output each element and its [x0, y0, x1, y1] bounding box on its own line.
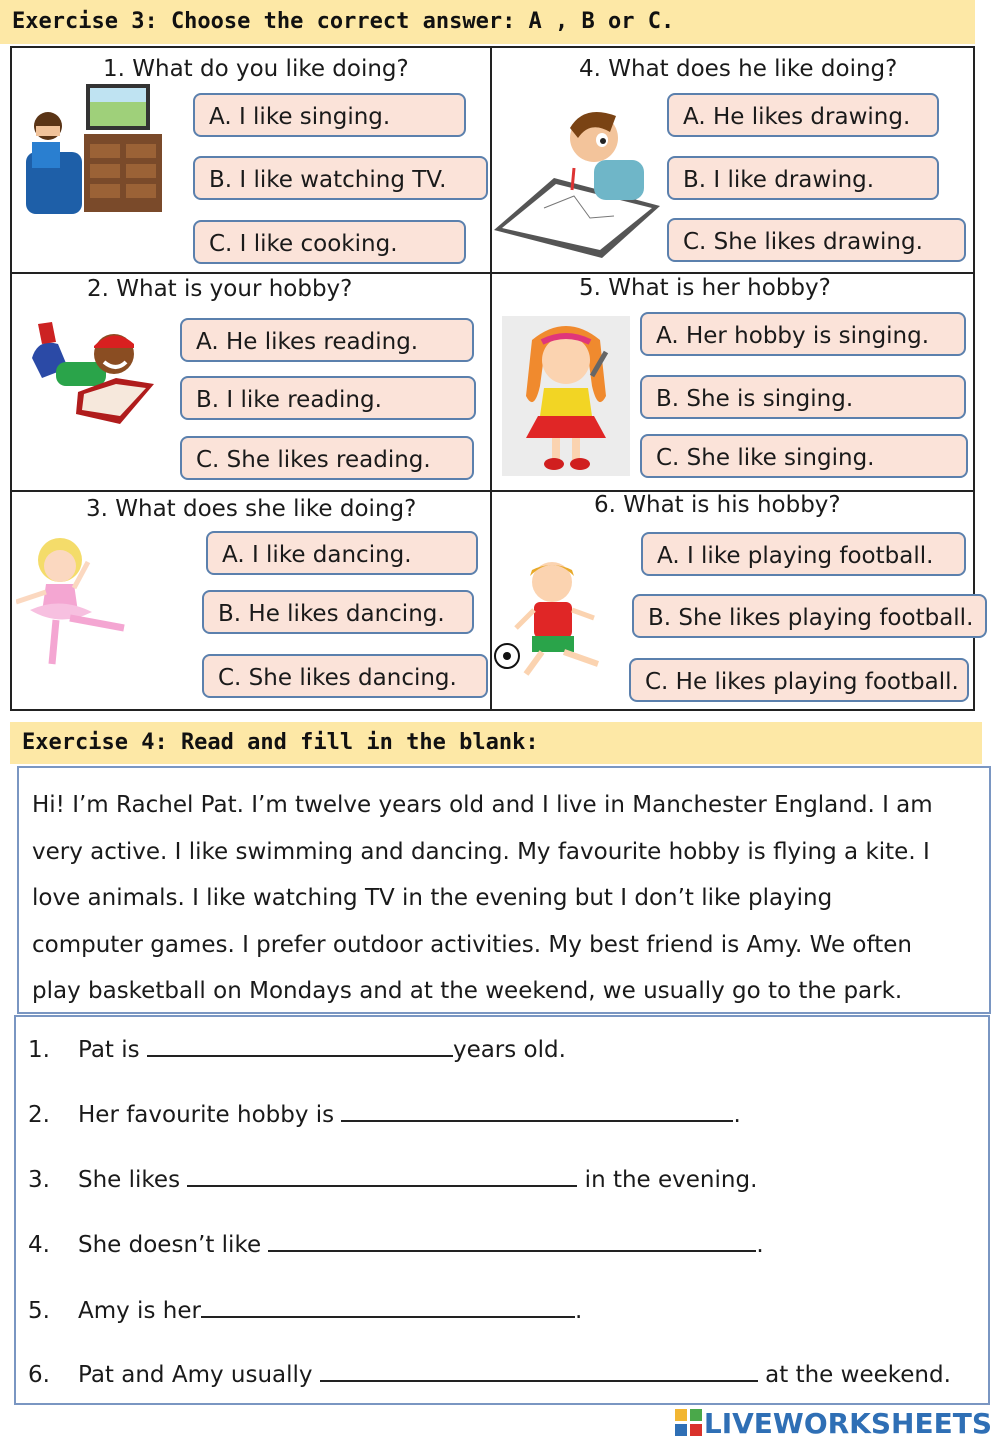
fill-item-text-after: .	[756, 1232, 764, 1258]
question-3-option-a[interactable]: A. I like dancing.	[206, 531, 478, 575]
question-6-prompt: 6. What is his hobby?	[594, 492, 841, 518]
boy-reading-book-picture	[28, 318, 158, 432]
question-1-option-b[interactable]: B. I like watching TV.	[193, 156, 488, 200]
question-2-option-c[interactable]: C. She likes reading.	[180, 436, 474, 480]
fill-item-number: 2.	[28, 1102, 50, 1128]
question-3-option-c[interactable]: C. She likes dancing.	[202, 654, 488, 698]
fill-item-text-after: years old.	[452, 1037, 566, 1063]
fill-item-text-before: She likes	[78, 1167, 188, 1193]
reading-passage	[17, 766, 991, 1014]
fill-item-number: 3.	[28, 1167, 50, 1193]
fill-item-text-after: .	[574, 1298, 583, 1324]
question-5-prompt: 5. What is her hobby?	[579, 275, 831, 301]
question-4-option-c[interactable]: C. She likes drawing.	[667, 218, 966, 262]
question-5-option-a[interactable]: A. Her hobby is singing.	[640, 312, 966, 356]
passage-line: computer games. I prefer outdoor activities. My best friend is Amy. We often	[32, 931, 912, 958]
fill-item-text-before: She doesn’t like	[78, 1232, 269, 1258]
passage-line: Hi! I’m Rachel Pat. I’m twelve years old and I live in Manchester England. I am	[32, 792, 933, 818]
exercise3-title: Exercise 3: Choose the correct answer: A , B or C.	[0, 0, 975, 44]
passage-line: very active. I like swimming and dancing. My favourite hobby is flying a kite. I	[32, 838, 930, 865]
fill-item-text-after: .	[733, 1102, 741, 1128]
question-6-option-c[interactable]: C. He likes playing football.	[629, 658, 969, 702]
question-2-option-b[interactable]: B. I like reading.	[180, 376, 476, 420]
logo-text: LIVEWORKSHEETS	[703, 1406, 992, 1440]
fill-item-number: 1.	[28, 1037, 50, 1063]
fill-item-number: 5.	[28, 1298, 50, 1324]
answer-blank-1[interactable]	[147, 1031, 453, 1057]
fill-item-5	[28, 1292, 582, 1326]
question-6-option-a[interactable]: A. I like playing football.	[641, 532, 966, 576]
fill-item-text-before: Her favourite hobby is	[78, 1102, 342, 1128]
girl-singing-microphone-picture	[502, 316, 630, 480]
fill-item-number: 6.	[28, 1362, 50, 1388]
question-4-prompt: 4. What does he like doing?	[579, 56, 898, 82]
question-5-option-b[interactable]: B. She is singing.	[640, 375, 966, 419]
person-drawing-picture	[494, 98, 664, 272]
question-3-option-b[interactable]: B. He likes dancing.	[202, 590, 474, 634]
passage-line: love animals. I like watching TV in the evening but I don’t like playing	[32, 885, 833, 911]
answer-blank-3[interactable]	[187, 1161, 577, 1187]
fill-item-text-after: at the weekend.	[757, 1362, 951, 1388]
question-5-option-c[interactable]: C. She like singing.	[640, 434, 968, 478]
answer-blank-2[interactable]	[341, 1096, 733, 1122]
fill-item-number: 4.	[28, 1232, 50, 1258]
boy-watching-tv-picture	[24, 82, 164, 226]
fill-item-4	[28, 1226, 764, 1260]
fill-item-text-after: in the evening.	[577, 1167, 758, 1193]
fill-item-1	[28, 1031, 566, 1065]
fill-item-3	[28, 1161, 757, 1195]
fill-item-text-before: Pat is	[78, 1037, 147, 1063]
question-3-prompt: 3. What does she like doing?	[86, 496, 417, 522]
fill-in-blank-box	[14, 1015, 990, 1405]
fill-item-text-before: Pat and Amy usually	[78, 1362, 320, 1388]
girl-ballet-dancing-picture	[16, 532, 132, 676]
liveworksheets-logo	[674, 1406, 992, 1440]
question-1-prompt: 1. What do you like doing?	[103, 56, 409, 82]
question-4-option-b[interactable]: B. I like drawing.	[667, 156, 939, 200]
answer-blank-5[interactable]	[201, 1292, 575, 1318]
answer-blank-6[interactable]	[320, 1356, 758, 1382]
question-2-option-a[interactable]: A. He likes reading.	[180, 318, 474, 362]
fill-item-text-before: Amy is her	[78, 1298, 201, 1324]
fill-item-6	[28, 1356, 951, 1390]
grid-divider-row1	[10, 272, 975, 274]
grid-divider-vertical	[490, 46, 492, 711]
boy-playing-football-picture	[494, 556, 614, 690]
exercise4-title: Exercise 4: Read and fill in the blank:	[10, 722, 982, 764]
question-2-prompt: 2. What is your hobby?	[87, 276, 353, 302]
question-4-option-a[interactable]: A. He likes drawing.	[667, 93, 939, 137]
question-1-option-a[interactable]: A. I like singing.	[193, 93, 466, 137]
passage-line: play basketball on Mondays and at the weekend, we usually go to the park.	[32, 978, 903, 1004]
question-6-option-b[interactable]: B. She likes playing football.	[632, 594, 987, 638]
fill-item-2	[28, 1096, 741, 1130]
logo-grid-icon	[674, 1408, 704, 1438]
answer-blank-4[interactable]	[268, 1226, 756, 1252]
question-1-option-c[interactable]: C. I like cooking.	[193, 220, 466, 264]
